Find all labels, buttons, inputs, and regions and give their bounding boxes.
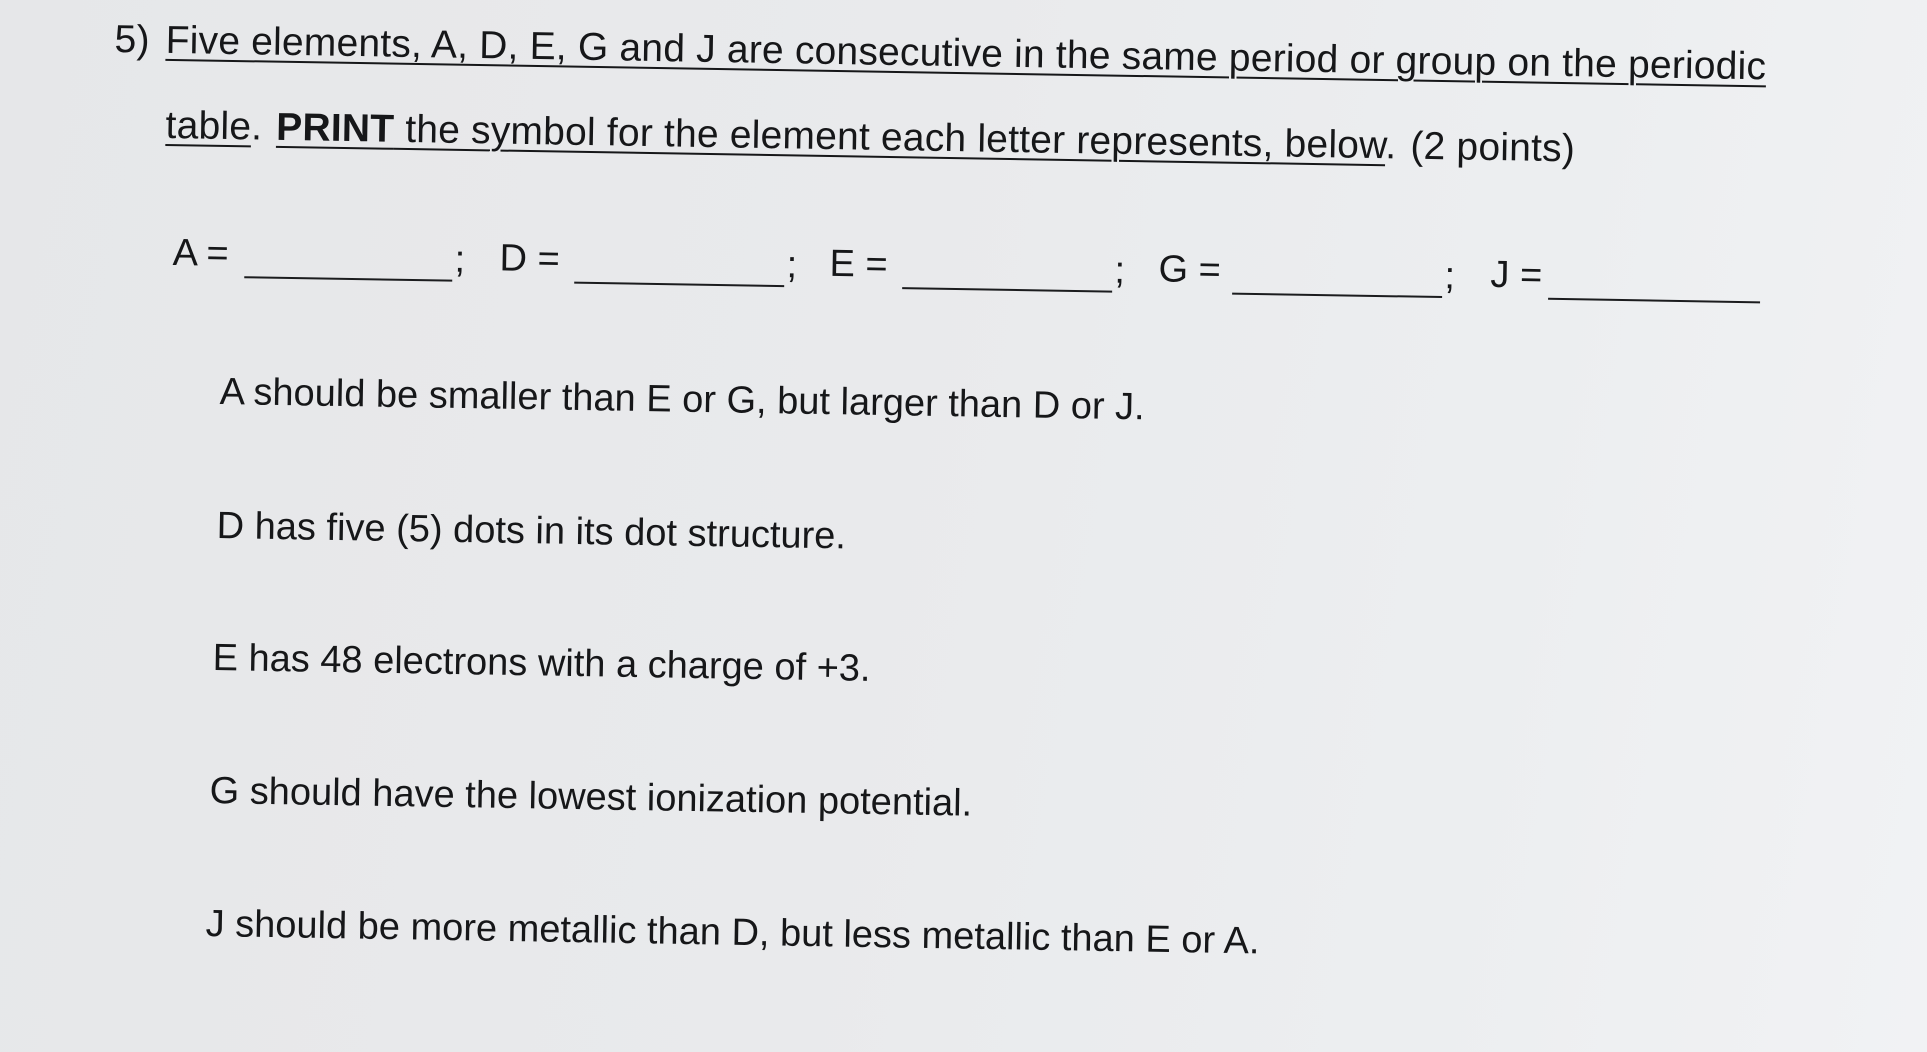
answer-blank-e[interactable]: [902, 287, 1112, 292]
clue-g: G should have the lowest ionization potential.: [209, 770, 973, 825]
question-text-table: table: [165, 104, 252, 149]
answer-label-g: G =: [1158, 248, 1222, 292]
answer-label-j: J =: [1490, 253, 1543, 297]
question-text-line-1: Five elements, A, D, E, G and J are consecutive in the same period or group on the periodic: [165, 18, 1767, 89]
clue-e: E has 48 electrons with a charge of +3.: [212, 637, 871, 690]
answer-row: [172, 232, 1773, 329]
answer-label-d: D =: [499, 237, 561, 281]
print-emphasis: PRINT: [275, 105, 395, 151]
clue-j: J should be more metallic than D, but less metallic than E or A.: [205, 903, 1260, 963]
answer-blank-j[interactable]: [1548, 298, 1760, 304]
clue-d: D has five (5) dots in its dot structure.: [216, 505, 847, 558]
points-label: (2 points): [1410, 124, 1576, 171]
separator-4: ;: [1444, 255, 1456, 298]
separator-3: ;: [1114, 249, 1126, 292]
answer-blank-a[interactable]: [244, 276, 452, 281]
separator-2: ;: [786, 244, 798, 287]
answer-label-a: A =: [172, 232, 229, 275]
question-line-1: [114, 18, 1766, 89]
answer-blank-g[interactable]: [1232, 293, 1442, 298]
answer-blank-d[interactable]: [574, 282, 784, 287]
clue-a: A should be smaller than E or G, but larger than D or J.: [219, 371, 1146, 429]
question-text-dot-2: .: [1385, 124, 1397, 168]
separator-1: ;: [454, 238, 466, 281]
question-text-dot: .: [250, 105, 263, 149]
answer-label-e: E =: [829, 242, 889, 286]
question-text-instruction: the symbol for the element each letter represents, below: [393, 107, 1386, 168]
question-line-2: [165, 104, 1575, 171]
question-number: 5): [114, 18, 151, 62]
